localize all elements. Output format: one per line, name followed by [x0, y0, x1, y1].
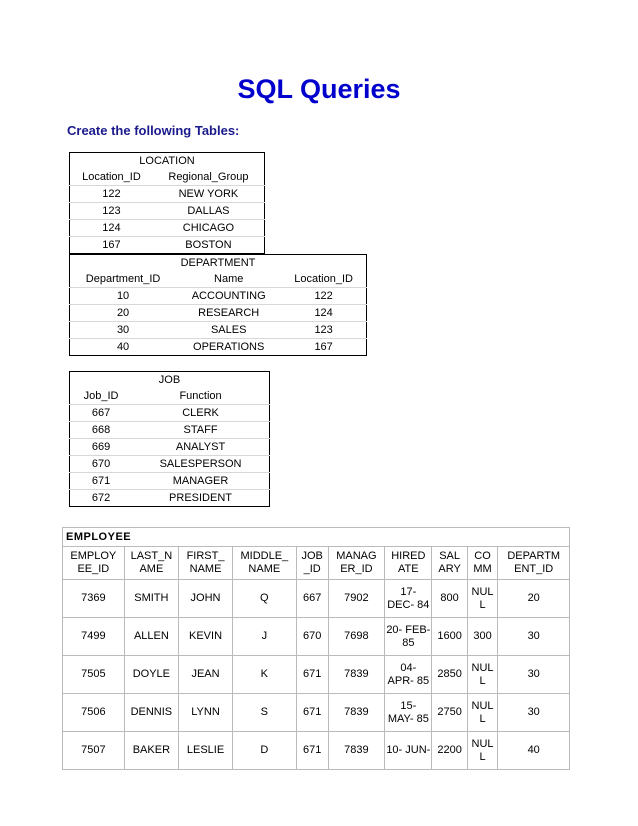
table-cell: 123 — [281, 322, 366, 339]
table-cell: 1600 — [432, 618, 467, 656]
table-cell: 7839 — [328, 656, 385, 694]
table-cell: SMITH — [124, 580, 178, 618]
employee-header: MIDDLE_ NAME — [232, 547, 296, 580]
table-row — [70, 288, 367, 305]
table-cell: 669 — [70, 439, 133, 456]
job-caption: JOB — [158, 374, 181, 386]
table-cell: 124 — [70, 220, 153, 237]
table-row — [70, 220, 265, 237]
department-table — [69, 254, 367, 356]
department-header-id: Department_ID — [85, 273, 161, 285]
table-cell: JOHN — [179, 580, 233, 618]
table-cell: 800 — [432, 580, 467, 618]
table-cell: 671 — [296, 694, 328, 732]
table-cell: D — [232, 732, 296, 770]
table-cell: 122 — [281, 288, 366, 305]
table-row — [70, 405, 270, 422]
table-row — [63, 694, 570, 732]
table-cell: 667 — [296, 580, 328, 618]
table-cell: SALES — [176, 322, 281, 339]
table-cell: 668 — [70, 422, 133, 439]
table-cell: 7507 — [63, 732, 125, 770]
table-cell: MANAGER — [132, 473, 269, 490]
table-cell: 7506 — [63, 694, 125, 732]
table-cell: 20- FEB- 85 — [385, 618, 432, 656]
table-cell: 7839 — [328, 694, 385, 732]
employee-header: HIRED ATE — [385, 547, 432, 580]
table-cell: 7902 — [328, 580, 385, 618]
table-cell: 30 — [498, 656, 570, 694]
table-cell: Q — [232, 580, 296, 618]
employee-header: CO MM — [467, 547, 498, 580]
table-cell: 671 — [70, 473, 133, 490]
table-cell: KEVIN — [179, 618, 233, 656]
job-header-function: Function — [179, 390, 222, 402]
employee-table — [62, 527, 570, 770]
employee-header: SAL ARY — [432, 547, 467, 580]
table-cell: DALLAS — [153, 203, 265, 220]
department-header-location: Location_ID — [294, 273, 353, 285]
table-cell: 30 — [70, 322, 177, 339]
table-cell: 667 — [70, 405, 133, 422]
location-table — [69, 152, 265, 254]
table-row — [70, 322, 367, 339]
table-row — [70, 186, 265, 203]
employee-header: DEPARTM ENT_ID — [498, 547, 570, 580]
employee-header: MANAG ER_ID — [328, 547, 385, 580]
table-cell: 10- JUN- — [385, 732, 432, 770]
table-cell: 124 — [281, 305, 366, 322]
table-cell: 167 — [70, 237, 153, 254]
table-cell: NEW YORK — [153, 186, 265, 203]
table-cell: 20 — [498, 580, 570, 618]
table-row — [63, 656, 570, 694]
table-cell: 2850 — [432, 656, 467, 694]
employee-header: FIRST_ NAME — [179, 547, 233, 580]
table-cell: 670 — [296, 618, 328, 656]
table-cell: ACCOUNTING — [176, 288, 281, 305]
table-cell: 04- APR- 85 — [385, 656, 432, 694]
table-cell: NUL L — [467, 732, 498, 770]
table-cell: 123 — [70, 203, 153, 220]
table-cell: BAKER — [124, 732, 178, 770]
location-caption: LOCATION — [139, 155, 195, 167]
table-cell: SALESPERSON — [132, 456, 269, 473]
table-row — [70, 237, 265, 254]
table-cell: JEAN — [179, 656, 233, 694]
table-row — [70, 339, 367, 356]
table-row — [70, 305, 367, 322]
table-cell: ANALYST — [132, 439, 269, 456]
table-cell: J — [232, 618, 296, 656]
department-header-name: Name — [214, 273, 244, 285]
table-row — [70, 490, 270, 507]
table-cell: K — [232, 656, 296, 694]
table-cell: 2200 — [432, 732, 467, 770]
employee-header: LAST_N AME — [124, 547, 178, 580]
job-header-id: Job_ID — [83, 390, 119, 402]
page-subtitle: Create the following Tables: — [67, 123, 240, 138]
table-cell: NUL L — [467, 694, 498, 732]
table-cell: DOYLE — [124, 656, 178, 694]
table-cell: 15- MAY- 85 — [385, 694, 432, 732]
table-cell: ALLEN — [124, 618, 178, 656]
location-header-group: Regional_Group — [168, 171, 249, 183]
table-cell: 671 — [296, 656, 328, 694]
table-cell: OPERATIONS — [176, 339, 281, 356]
table-cell: 672 — [70, 490, 133, 507]
table-row — [70, 473, 270, 490]
employee-header: JOB _ID — [296, 547, 328, 580]
table-cell: S — [232, 694, 296, 732]
table-cell: 7698 — [328, 618, 385, 656]
table-cell: 30 — [498, 618, 570, 656]
table-row — [63, 732, 570, 770]
table-cell: 7839 — [328, 732, 385, 770]
table-cell: 2750 — [432, 694, 467, 732]
table-cell: 40 — [498, 732, 570, 770]
table-cell: 670 — [70, 456, 133, 473]
table-cell: 7505 — [63, 656, 125, 694]
table-cell: LYNN — [179, 694, 233, 732]
table-row — [63, 580, 570, 618]
table-cell: LESLIE — [179, 732, 233, 770]
table-cell: NUL L — [467, 580, 498, 618]
table-cell: 20 — [70, 305, 177, 322]
table-cell: 30 — [498, 694, 570, 732]
table-cell: STAFF — [132, 422, 269, 439]
table-cell: NUL L — [467, 656, 498, 694]
table-row — [70, 422, 270, 439]
table-cell: BOSTON — [153, 237, 265, 254]
table-cell: 300 — [467, 618, 498, 656]
table-row — [70, 203, 265, 220]
table-cell: 7499 — [63, 618, 125, 656]
table-cell: 17- DEC- 84 — [385, 580, 432, 618]
table-row — [70, 439, 270, 456]
employee-caption: EMPLOYEE — [63, 528, 570, 547]
table-cell: 40 — [70, 339, 177, 356]
job-table — [69, 371, 270, 507]
location-header-id: Location_ID — [82, 171, 141, 183]
table-cell: CLERK — [132, 405, 269, 422]
table-cell: 10 — [70, 288, 177, 305]
department-caption: DEPARTMENT — [180, 257, 256, 269]
table-row — [70, 456, 270, 473]
page-title: SQL Queries — [237, 74, 401, 104]
table-cell: CHICAGO — [153, 220, 265, 237]
table-cell: 7369 — [63, 580, 125, 618]
employee-header: EMPLOY EE_ID — [63, 547, 125, 580]
table-cell: DENNIS — [124, 694, 178, 732]
table-cell: 671 — [296, 732, 328, 770]
table-row — [63, 618, 570, 656]
table-cell: PRESIDENT — [132, 490, 269, 507]
table-cell: 122 — [70, 186, 153, 203]
table-cell: 167 — [281, 339, 366, 356]
table-cell: RESEARCH — [176, 305, 281, 322]
